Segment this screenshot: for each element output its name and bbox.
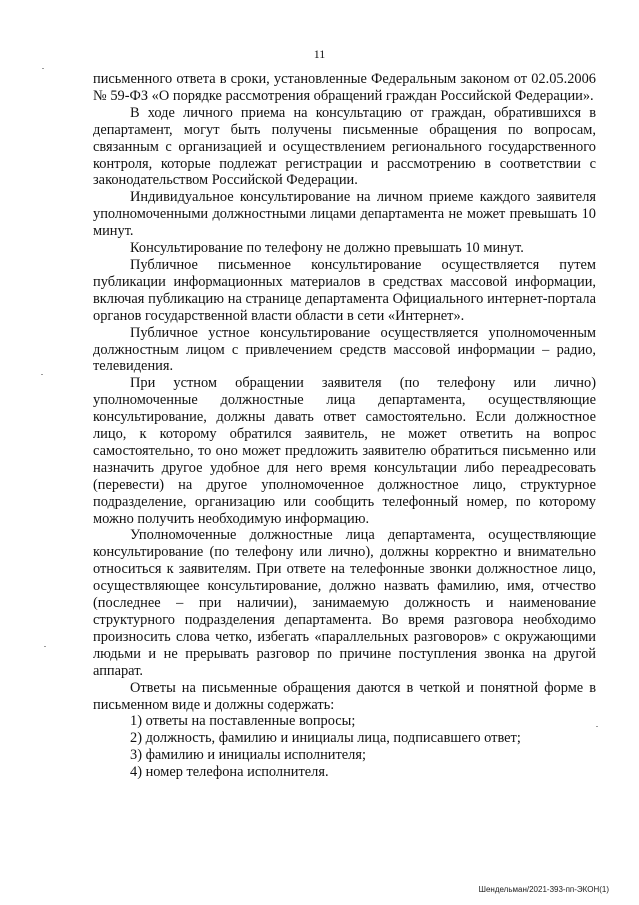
paragraph-phone-consulting: Консультирование по телефону не должно превышать 10 минут. [130,240,524,257]
list-item: 4) номер телефона исполнителя. [130,764,329,781]
page-number: 11 [313,47,326,61]
document-reference: Шендельман/2021-393-пп-ЭКОН(1) [478,885,609,894]
paragraph-individual-consulting: Индивидуальное консультирование на личном приеме каждого заявителя уполномоченными должностными лицами департамента не может превышать 10 минут. [93,189,596,240]
paragraph-officials-conduct: Уполномоченные должностные лица департамента, осуществляющие консультирование (по телефону или лично), должны корректно и внимательно относиться к заявителям. При ответе на телефонные звонки должностное лицо, осуществляющее консультирование, должно назвать фамилию, имя, отчество (последнее – при наличии), занимаемую должность и наименование структурного подразделения департамента. Во время разговора необходимо произносить слова четко, избегать «параллельных разговоров» с окружающими людьми и не прерывать разговор по причине поступления звонка на другой аппарат. [93,527,596,679]
list-item: 3) фамилию и инициалы исполнителя; [130,747,366,764]
document-body [93,71,596,781]
paragraph-public-oral-consulting: Публичное устное консультирование осуществляется уполномоченным должностным лицом с привлечением средств массовой информации – радио, телевидения. [93,324,596,375]
scan-speck [42,68,44,69]
paragraph-written-answers: Ответы на письменные обращения даются в четкой и понятной форме в письменном виде и должны содержать: [93,679,596,713]
list-item: 2) должность, фамилию и инициалы лица, подписавшего ответ; [130,730,521,747]
paragraph-oral-request: При устном обращении заявителя (по телефону или лично) уполномоченные должностные лица департамента, осуществляющие консультирование, должны давать ответ самостоятельно. Если должностное лицо, к которому обратился заявитель, не может ответить на вопрос самостоятельно, то оно может предложить заявителю обратиться письменно или назначить другое удобное для него время консультации либо переадресовать (перевести) на другое уполномоченное должностное лицо, структурное подразделение, организацию или сообщить телефонный номер, по которому можно получить необходимую информацию. [93,375,596,527]
paragraph-personal-reception: В ходе личного приема на консультацию от граждан, обратившихся в департамент, могут быть получены письменные обращения по вопросам, связанным с организацией и осуществлением регионального государственного контроля, которые подлежат регистрации и рассмотрению в соответствии с законодательством Российской Федерации. [93,104,596,189]
scan-speck [44,646,46,647]
scan-speck [41,374,43,375]
scan-speck [596,726,598,727]
paragraph-public-written-consulting: Публичное письменное консультирование осуществляется путем публикации информационных материалов в средствах массовой информации, включая публикацию на странице департамента Официального интернет-портала органов государственной власти области в сети «Интернет». [93,256,596,324]
paragraph-continuation: письменного ответа в сроки, установленные Федеральным законом от 02.05.2006 № 59-ФЗ «О порядке рассмотрения обращений граждан Российской Федерации». [93,71,596,104]
list-item: 1) ответы на поставленные вопросы; [130,713,356,730]
